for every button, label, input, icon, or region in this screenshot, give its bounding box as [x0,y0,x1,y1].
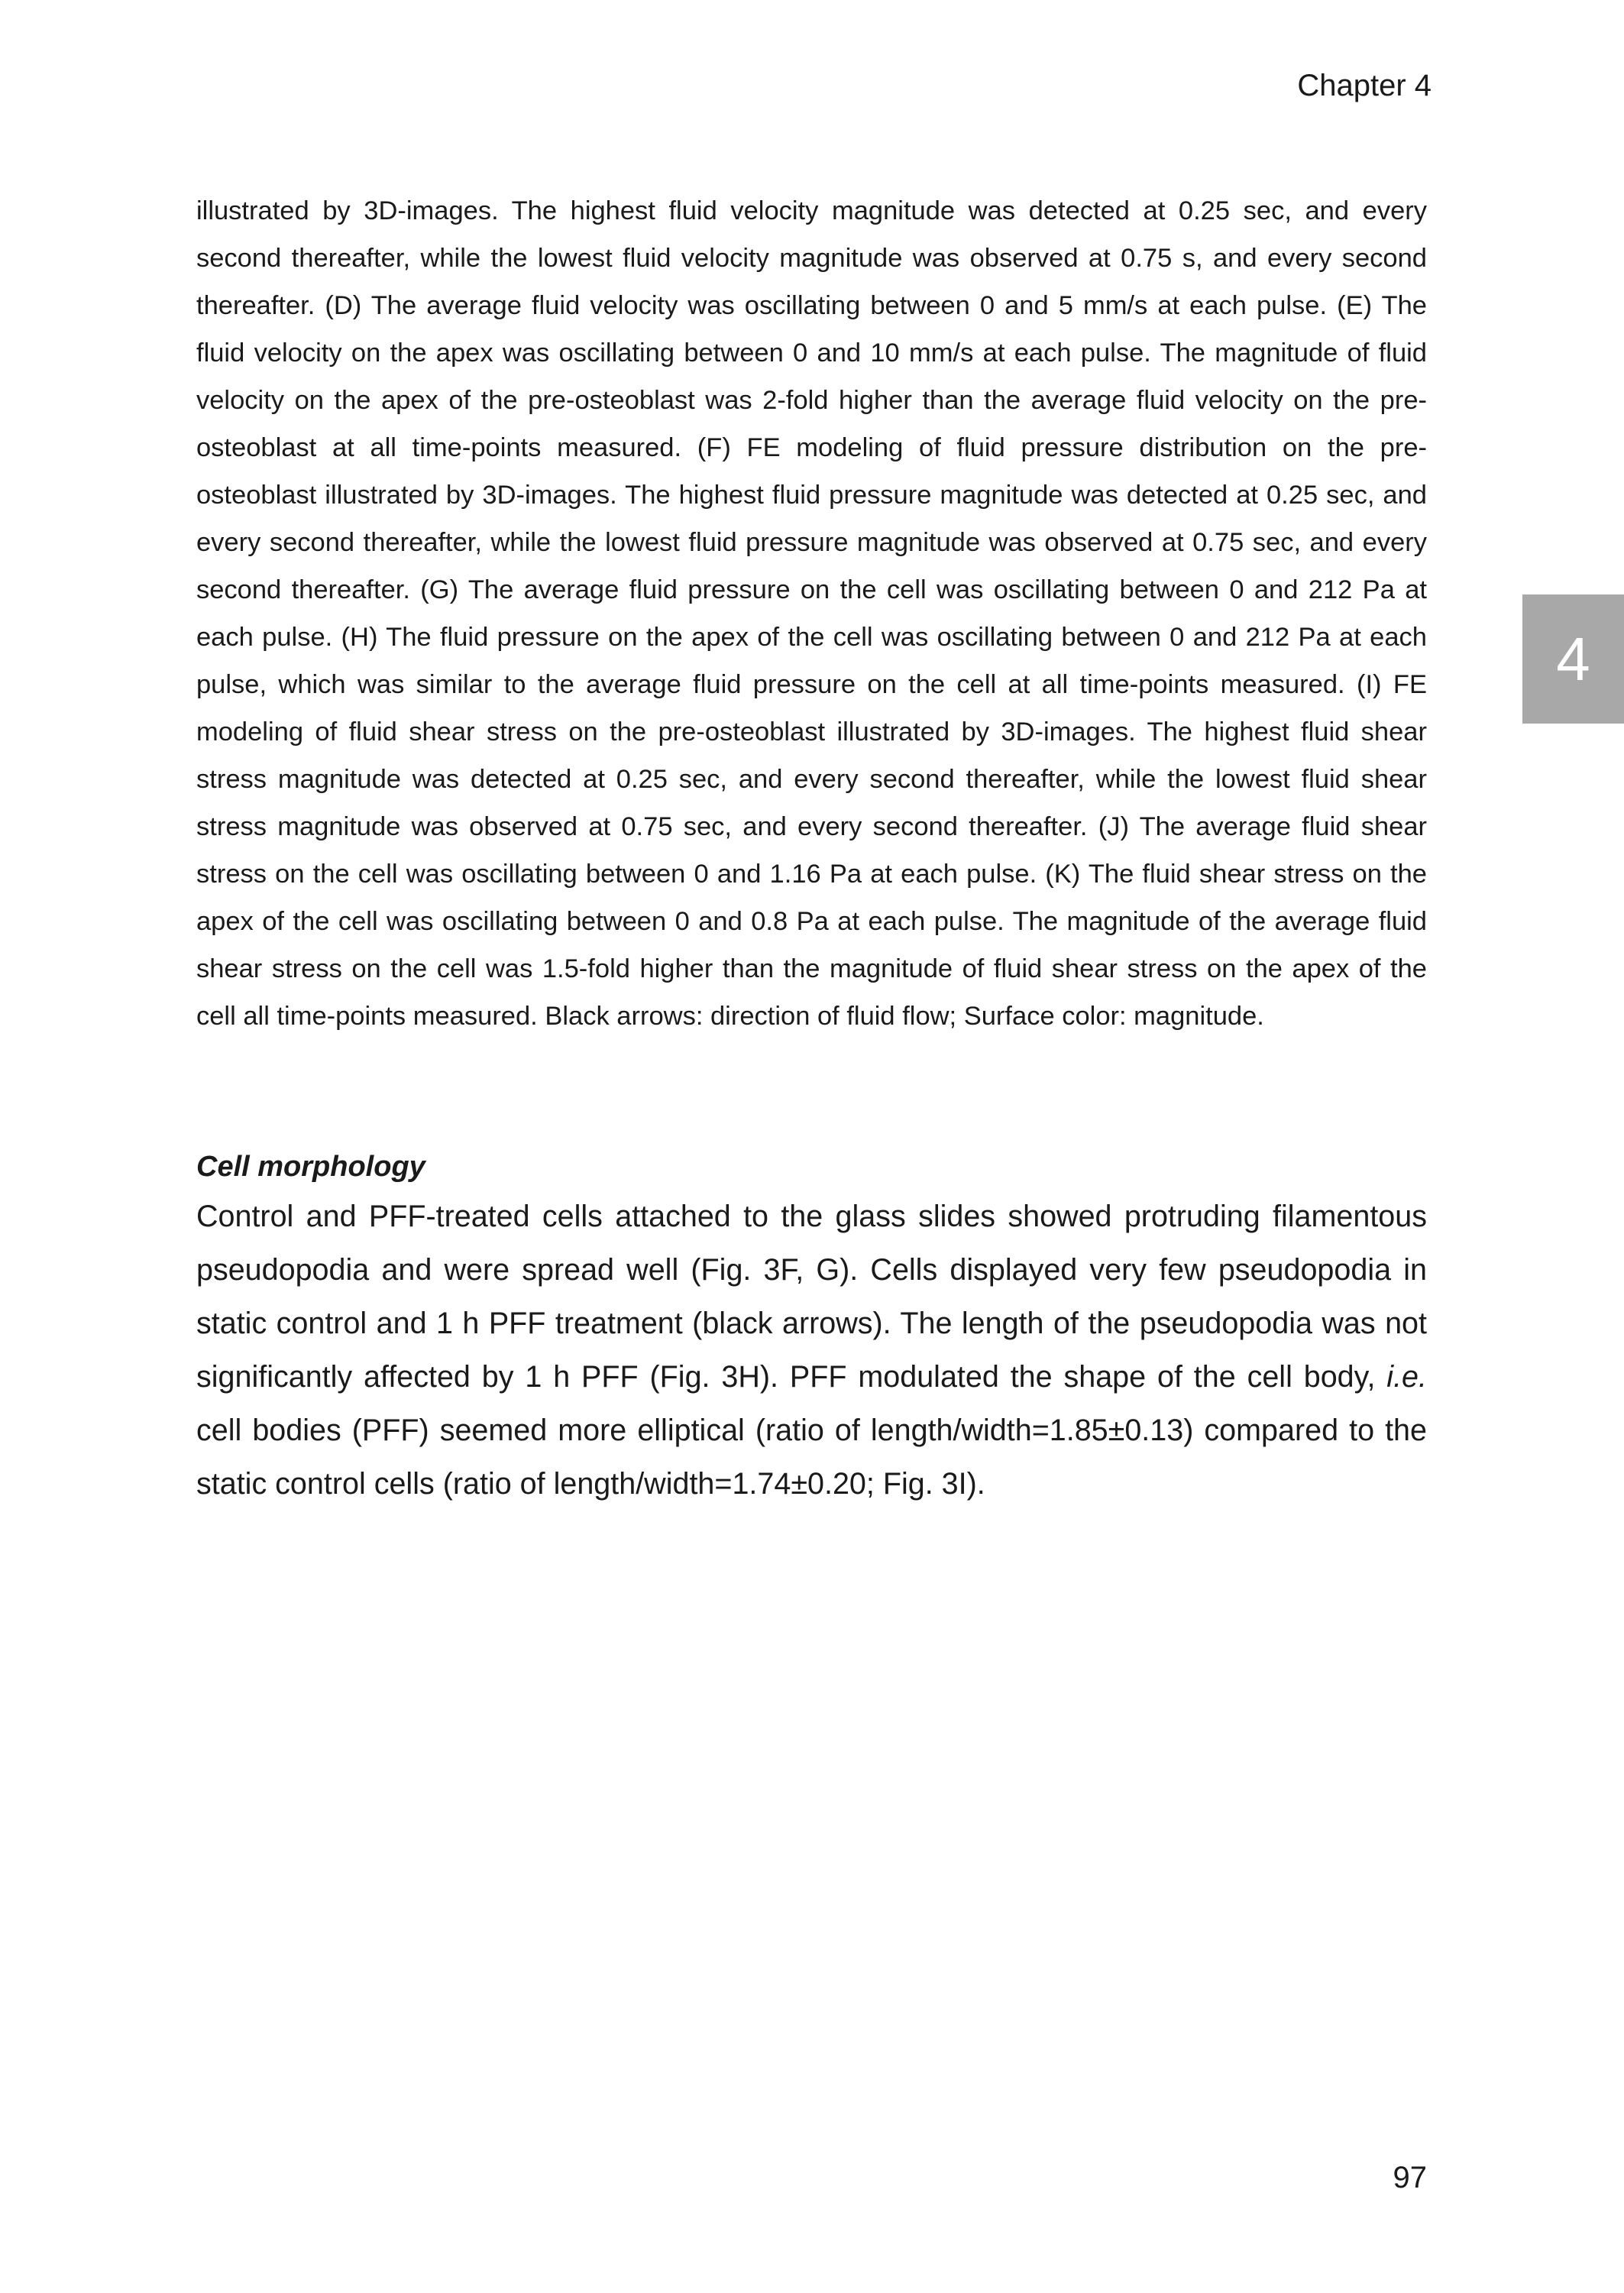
section-body-paragraph [196,1190,1427,1511]
page-content [196,187,1427,1501]
page-number: 97 [1393,2161,1427,2194]
chapter-tab [1522,594,1624,724]
figure-caption-continuation: illustrated by 3D-images. The highest fluid velocity magnitude was detected at 0.25 sec, and every second thereafter, while the lowest fluid velocity magnitude was observed at 0.75 s, and every second thereafter. (D) The average fluid velocity was oscillating between 0 and 5 mm/s at each pulse. (E) The fluid velocity on the apex was oscillating between 0 and 10 mm/s at each pulse. The magnitude of fluid velocity on the apex of the pre-osteoblast was 2-fold higher than the average fluid velocity on the pre-osteoblast at all time-points measured. (F) FE modeling of fluid pressure distribution on the pre-osteoblast illustrated by 3D-images. The highest fluid pressure magnitude was detected at 0.25 sec, and every second thereafter, while the lowest fluid pressure magnitude was observed at 0.75 sec, and every second thereafter. (G) The average fluid pressure on the cell was oscillating between 0 and 212 Pa at each pulse. (H) The fluid pressure on the apex of the cell was oscillating between 0 and 212 Pa at each pulse, which was similar to the average fluid pressure on the cell at all time-points measured. (I) FE modeling of fluid shear stress on the pre-osteoblast illustrated by 3D-images. The highest fluid shear stress magnitude was detected at 0.25 sec, and every second thereafter, while the lowest fluid shear stress magnitude was observed at 0.75 sec, and every second thereafter. (J) The average fluid shear stress on the cell was oscillating between 0 and 1.16 Pa at each pulse. (K) The fluid shear stress on the apex of the cell was oscillating between 0 and 0.8 Pa at each pulse. The magnitude of the average fluid shear stress on the cell was 1.5-fold higher than the magnitude of fluid shear stress on the apex of the cell all time-points measured. Black arrows: direction of fluid flow; Surface color: magnitude. [196,196,1427,1031]
paragraph-text-part-1: Control and PFF-treated cells attached to the glass slides showed protruding filamentous pseudopodia and were spread well (Fig. 3F, G). Cells displayed very few pseudopodia in static control and 1 h PFF treatment (black arrows). The length of the pseudopodia was not significantly affected by 1 h PFF (Fig. 3H). PFF modulated the shape of the cell body, [196,1200,1427,1394]
chapter-tab-number: 4 [1556,624,1590,693]
paragraph-text-part-2: cell bodies (PFF) seemed more elliptical (ratio of length/width=1.85±0.13) compared to the static control cells (ratio of length/width=1.74±0.20; Fig. 3I). [196,1414,1427,1501]
running-header: Chapter 4 [1297,69,1432,102]
italic-term: i.e. [1386,1360,1427,1394]
section-heading: Cell morphology [196,1151,425,1183]
